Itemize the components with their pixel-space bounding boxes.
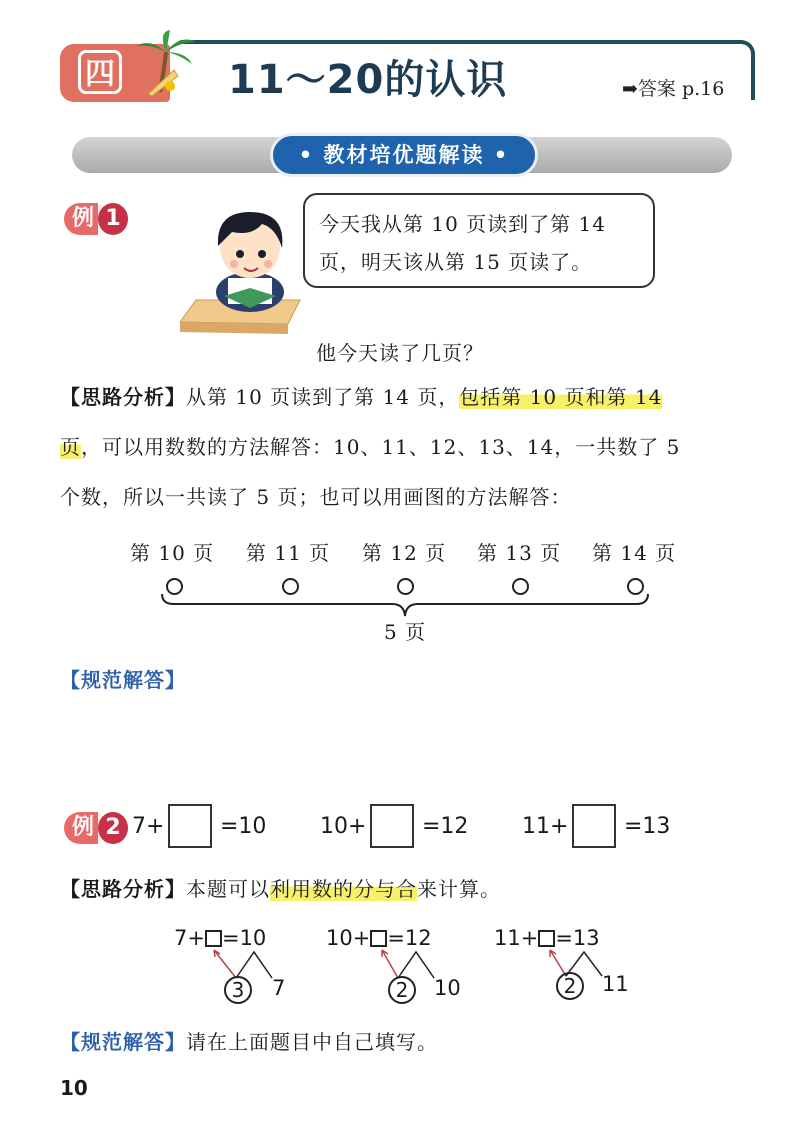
equation-3-right: =13: [624, 814, 671, 839]
decomp-1-left: 7+: [174, 926, 205, 950]
equation-3-left: 11+: [522, 814, 569, 839]
decomp-3-box: [538, 930, 555, 947]
example-1-label: [64, 203, 128, 235]
palm-tree-icon: [130, 30, 200, 100]
example-label-number: 1: [98, 203, 128, 235]
decomp-2-left: 10+: [326, 926, 371, 950]
page-number: 10: [60, 1076, 88, 1100]
analysis-text-1: 从第 10 页读到了第 14 页，: [186, 385, 460, 409]
example-2-label: [64, 812, 128, 844]
example-1-analysis: [60, 372, 750, 522]
equation-2-left: 10+: [320, 814, 367, 839]
section-banner-title: • 教材培优题解读 •: [270, 133, 538, 177]
analysis-heading: 【思路分析】: [60, 385, 186, 409]
example-1-question: 他今天读了几页？: [316, 341, 484, 365]
brace-total-label: 5 页: [384, 620, 427, 644]
decomp-2-right: =12: [387, 926, 432, 950]
speech-bubble: [303, 193, 655, 288]
analysis-heading: 【思路分析】: [60, 877, 186, 901]
decomp-2-circled-number: 2: [388, 976, 416, 1004]
page-label-1: 第 10 页: [130, 541, 215, 565]
decomp-2-box: [370, 930, 387, 947]
decomp-1-circled-number: 3: [224, 976, 252, 1004]
analysis-highlight-1: 包括第 10 页和第 14: [459, 385, 663, 409]
example-1-answer-heading: 【规范解答】: [60, 668, 186, 692]
example-label-text: 例: [64, 203, 98, 235]
page-label-3: 第 12 页: [362, 541, 447, 565]
decomp-3-left: 11+: [494, 926, 539, 950]
decomp-3-number: 11: [602, 972, 629, 996]
chapter-title: 11～20的认识: [228, 57, 508, 103]
bubble-line-1: 今天我从第 10 页读到了第 14: [319, 212, 606, 236]
bubble-line-2: 页，明天该从第 15 页读了。: [319, 250, 593, 274]
decomp-1-right: =10: [221, 926, 267, 950]
equation-1-answer-box[interactable]: [168, 804, 212, 848]
equation-2-right: =12: [422, 814, 469, 839]
analysis-text-2: ，可以用数数的方法解答：10、11、12、13、14，一共数了 5: [81, 435, 681, 459]
equation-1-right: =10: [220, 814, 267, 839]
answer-reference: ➡答案 p.16: [622, 78, 725, 100]
analysis-highlight-2: 页: [60, 435, 81, 459]
answer-text: 请在上面题目中自己填写。: [186, 1030, 438, 1054]
page-label-2: 第 11 页: [246, 541, 331, 565]
analysis-highlight: 利用数的分与合: [270, 877, 417, 901]
decomp-1-number: 7: [272, 976, 286, 1000]
decomp-1-box: [205, 930, 222, 947]
example-2-analysis: [60, 873, 501, 902]
equation-1-left: 7+: [132, 814, 165, 839]
equation-3-answer-box[interactable]: [572, 804, 616, 848]
decomp-3-circled-number: 2: [556, 972, 584, 1000]
unit-number: 四: [78, 50, 122, 94]
analysis-text-a: 本题可以: [186, 877, 270, 901]
example-2-answer: [60, 1026, 438, 1055]
boy-reading-illustration: [176, 196, 306, 346]
page-label-5: 第 14 页: [592, 541, 677, 565]
decomp-2-number: 10: [434, 976, 461, 1000]
page-label-4: 第 13 页: [477, 541, 562, 565]
decomp-3-right: =13: [555, 926, 600, 950]
answer-heading: 【规范解答】: [60, 1030, 186, 1054]
example-label-number: 2: [98, 812, 128, 844]
analysis-text-b: 来计算。: [417, 877, 501, 901]
analysis-text-3: 个数，所以一共读了 5 页；也可以用画图的方法解答：: [60, 485, 572, 509]
equation-2-answer-box[interactable]: [370, 804, 414, 848]
example-label-text: 例: [64, 812, 98, 844]
